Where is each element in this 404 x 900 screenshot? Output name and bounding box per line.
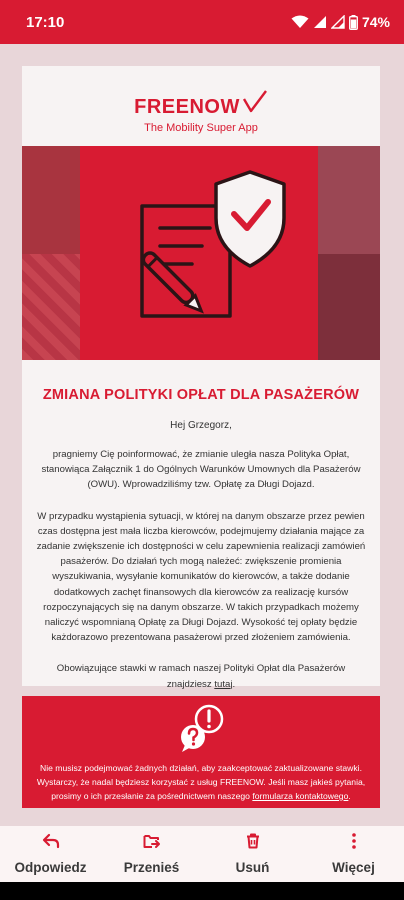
battery-icon: [349, 15, 358, 30]
brand-header: [22, 66, 380, 144]
trash-icon: [245, 833, 261, 854]
status-time: 17:10: [26, 13, 65, 31]
delete-label: Usuń: [235, 860, 270, 875]
brand-tagline: The Mobility Super App: [144, 122, 258, 134]
reply-label: Odpowiedz: [14, 860, 87, 875]
document-shield-illustration: [102, 166, 302, 336]
email-body[interactable]: [12, 56, 392, 831]
more-vertical-icon: [351, 833, 357, 854]
signal-2-icon: [331, 15, 345, 29]
move-label: Przenieś: [123, 860, 180, 875]
contact-form-link[interactable]: formularza kontaktowego: [252, 791, 349, 801]
email-greeting: Hej Grzegorz,: [170, 420, 232, 431]
email-paragraph-3: Obowiązujące stawki w ramach naszej Polityki Opłat dla Pasażerów znajdziesz tutaj.: [56, 663, 346, 690]
system-navigation-bar: [0, 882, 404, 900]
more-button[interactable]: [314, 833, 394, 875]
reply-button[interactable]: [11, 833, 91, 875]
brand-logo: FREENOW: [134, 96, 240, 118]
move-button[interactable]: [112, 833, 192, 875]
email-card: [22, 66, 380, 690]
more-label: Więcej: [332, 860, 375, 875]
status-icons: [291, 14, 390, 30]
move-icon: [143, 833, 161, 854]
brand-check-icon: [242, 90, 268, 119]
footer-banner: [22, 696, 380, 808]
status-bar: [0, 0, 404, 44]
footer-text: Nie musisz podejmować żadnych działań, aby zaakceptować zaktualizowane stawki. Wystarczy, że nadal będziesz korzystać z usług FREENOW. Jeśli masz jakieś pytania, prosimy o ich przesłanie za pośrednictwem naszego formularza kontaktowego.: [36, 763, 366, 801]
signal-icon: [313, 15, 327, 29]
battery-percent: 74%: [361, 14, 390, 30]
delete-button[interactable]: [213, 833, 293, 875]
email-paragraph-1: pragniemy Cię poinformować, że zmianie uległa nasza Polityka Opłat, stanowiąca Załącznik 1 do Ogólnych Warunków Umownych dla Pasażerów (OWU). Wprowadziliśmy tzw. Opłatę za Długi Dojazd.: [41, 449, 361, 491]
email-content: [22, 360, 380, 692]
email-action-bar: [0, 826, 404, 882]
hero-banner: [22, 146, 380, 360]
rates-link[interactable]: tutaj: [214, 678, 233, 690]
email-paragraph-2: W przypadku wystąpienia sytuacji, w której na danym obszarze przez pewien czas dostępna jest mała liczba kierowców, podejmujemy działania mające za zadanie zwiększenie ich dostępności w celu zapewnienia realizacji zamówień pasażerów. Do działań tych mogą należeć: zwiększenie promienia wyszukiwania, wysyłanie komunikatów do kierowców, a także dodanie dodatkowych zachęt finansowych dla kierowców za realizację kursów rozpoczynających się na danym obszarze. W takich przypadkach możemy naliczyć wspomnianą Opłatę za Długi Dojazd. Wysokość tej opłaty będzie każdorazowo prezentowana pasażerowi przed złożeniem zamówienia.: [36, 510, 366, 644]
reply-icon: [42, 833, 60, 854]
email-headline: ZMIANA POLITYKI OPŁAT DLA PASAŻERÓW: [42, 387, 360, 403]
wifi-icon: [291, 15, 309, 29]
question-exclamation-icon: [174, 702, 230, 754]
